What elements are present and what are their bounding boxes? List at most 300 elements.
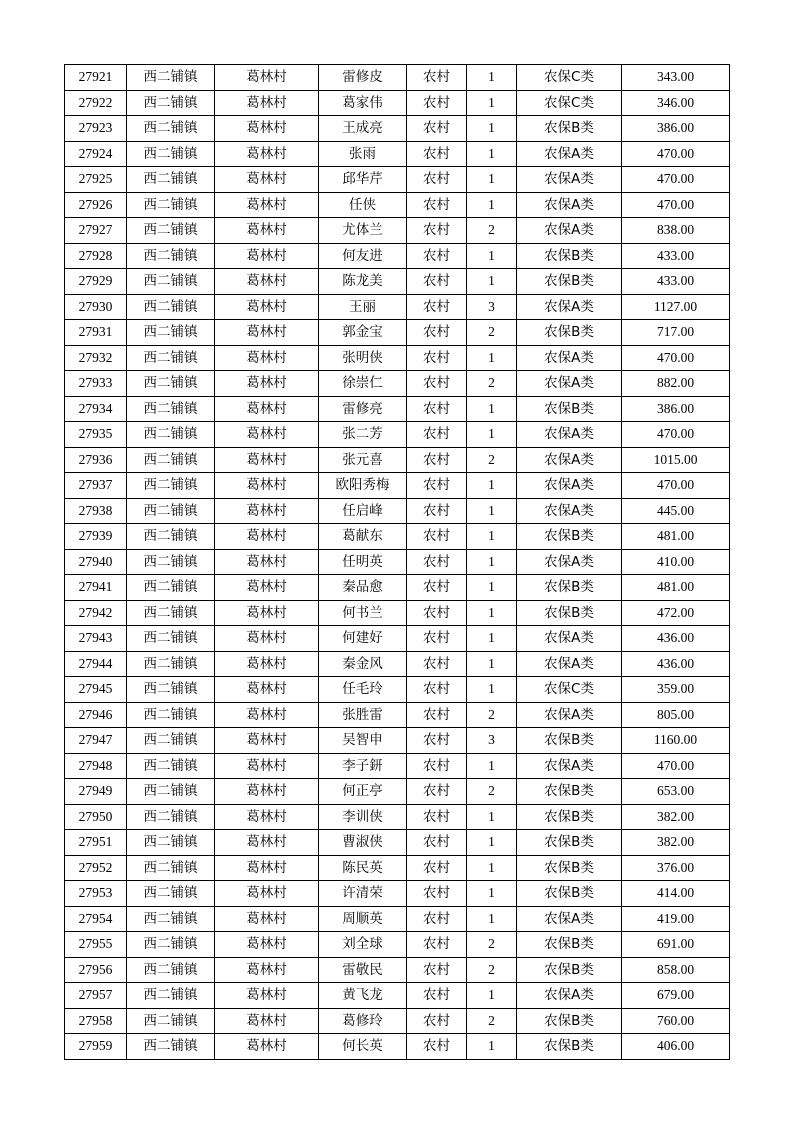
table-cell: 1 xyxy=(467,753,517,779)
table-cell: 470.00 xyxy=(622,422,730,448)
table-cell: 27947 xyxy=(65,728,127,754)
table-cell: 382.00 xyxy=(622,830,730,856)
table-cell: 472.00 xyxy=(622,600,730,626)
table-cell: 27954 xyxy=(65,906,127,932)
table-cell: 27946 xyxy=(65,702,127,728)
table-cell: 27936 xyxy=(65,447,127,473)
table-cell: 农村 xyxy=(407,473,467,499)
table-row xyxy=(65,218,730,244)
table-cell: 27956 xyxy=(65,957,127,983)
table-cell: 王丽 xyxy=(319,294,407,320)
table-cell: 西二铺镇 xyxy=(127,218,215,244)
table-row xyxy=(65,65,730,91)
table-cell: 葛林村 xyxy=(215,957,319,983)
table-cell: 何建好 xyxy=(319,626,407,652)
table-cell: 2 xyxy=(467,957,517,983)
table-cell: 838.00 xyxy=(622,218,730,244)
table-cell: 葛林村 xyxy=(215,804,319,830)
table-cell: 西二铺镇 xyxy=(127,804,215,830)
table-cell: 农保A类 xyxy=(517,626,622,652)
table-cell: 农村 xyxy=(407,243,467,269)
table-cell: 1 xyxy=(467,141,517,167)
table-cell: 1 xyxy=(467,192,517,218)
table-cell: 李子鈃 xyxy=(319,753,407,779)
table-row xyxy=(65,957,730,983)
table-cell: 1 xyxy=(467,575,517,601)
table-cell: 何书兰 xyxy=(319,600,407,626)
table-cell: 27952 xyxy=(65,855,127,881)
table-cell: 农保B类 xyxy=(517,1034,622,1060)
table-cell: 1 xyxy=(467,983,517,1009)
table-cell: 曹淑侠 xyxy=(319,830,407,856)
table-cell: 农村 xyxy=(407,753,467,779)
table-cell: 653.00 xyxy=(622,779,730,805)
table-row xyxy=(65,1034,730,1060)
table-cell: 农保A类 xyxy=(517,983,622,1009)
table-cell: 任毛玲 xyxy=(319,677,407,703)
table-cell: 406.00 xyxy=(622,1034,730,1060)
table-cell: 760.00 xyxy=(622,1008,730,1034)
table-cell: 1 xyxy=(467,549,517,575)
table-cell: 1 xyxy=(467,600,517,626)
table-row xyxy=(65,243,730,269)
table-cell: 西二铺镇 xyxy=(127,906,215,932)
table-cell: 1 xyxy=(467,881,517,907)
table-cell: 359.00 xyxy=(622,677,730,703)
table-cell: 农村 xyxy=(407,957,467,983)
table-body xyxy=(65,65,730,1060)
table-cell: 农保A类 xyxy=(517,498,622,524)
table-cell: 27935 xyxy=(65,422,127,448)
table-cell: 葛林村 xyxy=(215,422,319,448)
table-cell: 1160.00 xyxy=(622,728,730,754)
table-cell: 470.00 xyxy=(622,753,730,779)
table-cell: 414.00 xyxy=(622,881,730,907)
table-cell: 1 xyxy=(467,906,517,932)
table-cell: 周顺英 xyxy=(319,906,407,932)
table-cell: 1 xyxy=(467,651,517,677)
table-row xyxy=(65,728,730,754)
table-cell: 农村 xyxy=(407,371,467,397)
table-cell: 吴智申 xyxy=(319,728,407,754)
table-cell: 376.00 xyxy=(622,855,730,881)
table-cell: 农村 xyxy=(407,983,467,1009)
table-cell: 27941 xyxy=(65,575,127,601)
table-row xyxy=(65,677,730,703)
table-cell: 农村 xyxy=(407,396,467,422)
table-cell: 何长英 xyxy=(319,1034,407,1060)
table-cell: 农村 xyxy=(407,881,467,907)
table-cell: 882.00 xyxy=(622,371,730,397)
table-cell: 农保B类 xyxy=(517,779,622,805)
beneficiary-table xyxy=(64,64,730,1060)
table-cell: 西二铺镇 xyxy=(127,269,215,295)
table-cell: 农保B类 xyxy=(517,830,622,856)
table-cell: 秦品愈 xyxy=(319,575,407,601)
table-cell: 2 xyxy=(467,320,517,346)
table-cell: 农保B类 xyxy=(517,269,622,295)
table-cell: 葛林村 xyxy=(215,677,319,703)
table-cell: 27926 xyxy=(65,192,127,218)
table-cell: 西二铺镇 xyxy=(127,422,215,448)
table-cell: 1 xyxy=(467,396,517,422)
table-cell: 农村 xyxy=(407,702,467,728)
table-cell: 西二铺镇 xyxy=(127,141,215,167)
table-cell: 27943 xyxy=(65,626,127,652)
table-cell: 2 xyxy=(467,218,517,244)
table-cell: 27940 xyxy=(65,549,127,575)
table-cell: 27945 xyxy=(65,677,127,703)
table-cell: 西二铺镇 xyxy=(127,983,215,1009)
table-cell: 农保B类 xyxy=(517,855,622,881)
table-cell: 农保C类 xyxy=(517,65,622,91)
table-cell: 农村 xyxy=(407,549,467,575)
table-cell: 葛林村 xyxy=(215,600,319,626)
table-cell: 农保A类 xyxy=(517,167,622,193)
table-cell: 农村 xyxy=(407,779,467,805)
table-cell: 农保B类 xyxy=(517,881,622,907)
table-cell: 葛林村 xyxy=(215,141,319,167)
table-cell: 27922 xyxy=(65,90,127,116)
table-cell: 1 xyxy=(467,167,517,193)
table-row xyxy=(65,881,730,907)
table-cell: 717.00 xyxy=(622,320,730,346)
table-cell: 1 xyxy=(467,804,517,830)
table-row xyxy=(65,269,730,295)
table-cell: 西二铺镇 xyxy=(127,473,215,499)
table-cell: 农村 xyxy=(407,626,467,652)
table-cell: 1 xyxy=(467,269,517,295)
table-cell: 西二铺镇 xyxy=(127,371,215,397)
table-cell: 445.00 xyxy=(622,498,730,524)
table-cell: 陈龙美 xyxy=(319,269,407,295)
table-cell: 农保A类 xyxy=(517,141,622,167)
table-cell: 27938 xyxy=(65,498,127,524)
table-cell: 481.00 xyxy=(622,524,730,550)
table-cell: 葛林村 xyxy=(215,294,319,320)
table-cell: 27923 xyxy=(65,116,127,142)
table-cell: 葛林村 xyxy=(215,702,319,728)
table-row xyxy=(65,192,730,218)
table-cell: 西二铺镇 xyxy=(127,116,215,142)
table-row xyxy=(65,600,730,626)
table-cell: 农保A类 xyxy=(517,651,622,677)
table-cell: 王成亮 xyxy=(319,116,407,142)
table-cell: 葛修玲 xyxy=(319,1008,407,1034)
table-cell: 西二铺镇 xyxy=(127,932,215,958)
table-cell: 农村 xyxy=(407,600,467,626)
table-cell: 西二铺镇 xyxy=(127,1034,215,1060)
table-cell: 1 xyxy=(467,422,517,448)
table-cell: 葛林村 xyxy=(215,447,319,473)
table-cell: 邱华芹 xyxy=(319,167,407,193)
table-cell: 27957 xyxy=(65,983,127,1009)
table-cell: 西二铺镇 xyxy=(127,677,215,703)
table-row xyxy=(65,753,730,779)
table-row xyxy=(65,498,730,524)
table-cell: 西二铺镇 xyxy=(127,396,215,422)
table-cell: 葛林村 xyxy=(215,320,319,346)
table-cell: 农保B类 xyxy=(517,728,622,754)
table-row xyxy=(65,804,730,830)
table-cell: 农保B类 xyxy=(517,600,622,626)
table-cell: 农村 xyxy=(407,1034,467,1060)
table-cell: 葛林村 xyxy=(215,116,319,142)
table-cell: 481.00 xyxy=(622,575,730,601)
table-cell: 3 xyxy=(467,294,517,320)
table-cell: 西二铺镇 xyxy=(127,1008,215,1034)
table-cell: 农村 xyxy=(407,1008,467,1034)
table-cell: 农村 xyxy=(407,677,467,703)
table-cell: 农村 xyxy=(407,167,467,193)
table-cell: 805.00 xyxy=(622,702,730,728)
table-cell: 1 xyxy=(467,524,517,550)
table-cell: 27934 xyxy=(65,396,127,422)
table-cell: 1 xyxy=(467,1034,517,1060)
table-cell: 1 xyxy=(467,473,517,499)
table-cell: 农村 xyxy=(407,141,467,167)
table-cell: 470.00 xyxy=(622,167,730,193)
table-cell: 27950 xyxy=(65,804,127,830)
table-cell: 西二铺镇 xyxy=(127,243,215,269)
table-cell: 西二铺镇 xyxy=(127,447,215,473)
table-cell: 陈民英 xyxy=(319,855,407,881)
table-row xyxy=(65,1008,730,1034)
table-cell: 葛林村 xyxy=(215,881,319,907)
table-cell: 西二铺镇 xyxy=(127,345,215,371)
table-cell: 任启峰 xyxy=(319,498,407,524)
table-cell: 1 xyxy=(467,345,517,371)
table-row xyxy=(65,626,730,652)
table-cell: 27929 xyxy=(65,269,127,295)
table-cell: 农保B类 xyxy=(517,932,622,958)
table-cell: 西二铺镇 xyxy=(127,753,215,779)
table-cell: 西二铺镇 xyxy=(127,65,215,91)
table-cell: 西二铺镇 xyxy=(127,881,215,907)
table-cell: 农村 xyxy=(407,651,467,677)
table-cell: 李训侠 xyxy=(319,804,407,830)
table-row xyxy=(65,524,730,550)
table-cell: 419.00 xyxy=(622,906,730,932)
table-cell: 1 xyxy=(467,65,517,91)
table-cell: 葛林村 xyxy=(215,932,319,958)
table-cell: 农村 xyxy=(407,269,467,295)
table-cell: 雷修皮 xyxy=(319,65,407,91)
table-row xyxy=(65,932,730,958)
table-cell: 郭金宝 xyxy=(319,320,407,346)
table-cell: 27921 xyxy=(65,65,127,91)
table-row xyxy=(65,294,730,320)
table-cell: 农村 xyxy=(407,830,467,856)
table-cell: 葛献东 xyxy=(319,524,407,550)
table-cell: 西二铺镇 xyxy=(127,626,215,652)
table-cell: 西二铺镇 xyxy=(127,524,215,550)
table-cell: 农村 xyxy=(407,192,467,218)
table-cell: 农村 xyxy=(407,345,467,371)
table-cell: 农保B类 xyxy=(517,804,622,830)
table-cell: 葛林村 xyxy=(215,906,319,932)
table-cell: 葛林村 xyxy=(215,218,319,244)
table-cell: 2 xyxy=(467,447,517,473)
table-cell: 农保C类 xyxy=(517,90,622,116)
table-cell: 葛林村 xyxy=(215,167,319,193)
table-cell: 何正亭 xyxy=(319,779,407,805)
table-cell: 1 xyxy=(467,626,517,652)
table-cell: 农保A类 xyxy=(517,422,622,448)
table-cell: 1 xyxy=(467,90,517,116)
table-cell: 470.00 xyxy=(622,192,730,218)
table-cell: 27930 xyxy=(65,294,127,320)
table-cell: 农村 xyxy=(407,498,467,524)
table-cell: 农保A类 xyxy=(517,371,622,397)
table-cell: 433.00 xyxy=(622,269,730,295)
table-row xyxy=(65,345,730,371)
table-cell: 葛林村 xyxy=(215,728,319,754)
table-cell: 679.00 xyxy=(622,983,730,1009)
table-cell: 2 xyxy=(467,371,517,397)
table-cell: 3 xyxy=(467,728,517,754)
table-cell: 葛林村 xyxy=(215,830,319,856)
table-cell: 农保B类 xyxy=(517,524,622,550)
table-cell: 农保B类 xyxy=(517,320,622,346)
table-cell: 1 xyxy=(467,830,517,856)
table-cell: 470.00 xyxy=(622,141,730,167)
table-cell: 任明英 xyxy=(319,549,407,575)
table-row xyxy=(65,320,730,346)
table-cell: 葛林村 xyxy=(215,243,319,269)
table-cell: 农保A类 xyxy=(517,447,622,473)
table-cell: 27948 xyxy=(65,753,127,779)
table-cell: 西二铺镇 xyxy=(127,320,215,346)
table-cell: 农村 xyxy=(407,320,467,346)
table-cell: 1 xyxy=(467,498,517,524)
table-cell: 西二铺镇 xyxy=(127,779,215,805)
table-cell: 雷敬民 xyxy=(319,957,407,983)
table-cell: 27925 xyxy=(65,167,127,193)
table-cell: 何友进 xyxy=(319,243,407,269)
table-cell: 27932 xyxy=(65,345,127,371)
table-cell: 470.00 xyxy=(622,473,730,499)
table-cell: 葛林村 xyxy=(215,65,319,91)
table-cell: 27931 xyxy=(65,320,127,346)
table-cell: 葛林村 xyxy=(215,396,319,422)
table-cell: 1 xyxy=(467,677,517,703)
table-cell: 葛林村 xyxy=(215,192,319,218)
table-cell: 433.00 xyxy=(622,243,730,269)
table-cell: 葛林村 xyxy=(215,575,319,601)
table-cell: 农村 xyxy=(407,906,467,932)
table-cell: 27944 xyxy=(65,651,127,677)
table-cell: 葛林村 xyxy=(215,345,319,371)
table-cell: 张胜雷 xyxy=(319,702,407,728)
table-row xyxy=(65,855,730,881)
table-cell: 黄飞龙 xyxy=(319,983,407,1009)
table-row xyxy=(65,167,730,193)
table-row xyxy=(65,90,730,116)
table-cell: 西二铺镇 xyxy=(127,702,215,728)
table-cell: 410.00 xyxy=(622,549,730,575)
table-row xyxy=(65,371,730,397)
table-cell: 任侠 xyxy=(319,192,407,218)
table-row xyxy=(65,422,730,448)
table-cell: 386.00 xyxy=(622,396,730,422)
table-cell: 691.00 xyxy=(622,932,730,958)
table-cell: 西二铺镇 xyxy=(127,294,215,320)
table-cell: 农保A类 xyxy=(517,345,622,371)
table-cell: 27959 xyxy=(65,1034,127,1060)
table-cell: 1 xyxy=(467,116,517,142)
table-cell: 西二铺镇 xyxy=(127,167,215,193)
table-cell: 葛林村 xyxy=(215,651,319,677)
table-cell: 葛林村 xyxy=(215,371,319,397)
table-cell: 858.00 xyxy=(622,957,730,983)
table-cell: 农保A类 xyxy=(517,753,622,779)
table-row xyxy=(65,549,730,575)
table-cell: 27955 xyxy=(65,932,127,958)
table-cell: 27927 xyxy=(65,218,127,244)
table-cell: 农村 xyxy=(407,447,467,473)
table-row xyxy=(65,830,730,856)
table-cell: 西二铺镇 xyxy=(127,728,215,754)
table-cell: 葛林村 xyxy=(215,626,319,652)
table-cell: 1015.00 xyxy=(622,447,730,473)
table-cell: 1 xyxy=(467,855,517,881)
table-cell: 农保A类 xyxy=(517,192,622,218)
table-cell: 343.00 xyxy=(622,65,730,91)
table-cell: 西二铺镇 xyxy=(127,855,215,881)
table-cell: 农保A类 xyxy=(517,906,622,932)
table-cell: 葛林村 xyxy=(215,498,319,524)
table-cell: 西二铺镇 xyxy=(127,549,215,575)
table-cell: 西二铺镇 xyxy=(127,575,215,601)
table-cell: 西二铺镇 xyxy=(127,498,215,524)
table-cell: 张雨 xyxy=(319,141,407,167)
table-cell: 27939 xyxy=(65,524,127,550)
table-cell: 尤体兰 xyxy=(319,218,407,244)
table-cell: 农保B类 xyxy=(517,957,622,983)
table-cell: 346.00 xyxy=(622,90,730,116)
table-cell: 农保A类 xyxy=(517,294,622,320)
table-cell: 葛林村 xyxy=(215,524,319,550)
table-cell: 葛林村 xyxy=(215,753,319,779)
table-cell: 农保A类 xyxy=(517,702,622,728)
table-row xyxy=(65,651,730,677)
table-cell: 农保B类 xyxy=(517,1008,622,1034)
table-cell: 西二铺镇 xyxy=(127,90,215,116)
table-cell: 27949 xyxy=(65,779,127,805)
table-cell: 刘全球 xyxy=(319,932,407,958)
table-cell: 农村 xyxy=(407,65,467,91)
table-cell: 农村 xyxy=(407,804,467,830)
table-cell: 1 xyxy=(467,243,517,269)
table-cell: 27942 xyxy=(65,600,127,626)
table-cell: 雷修亮 xyxy=(319,396,407,422)
table-row xyxy=(65,575,730,601)
table-row xyxy=(65,116,730,142)
table-row xyxy=(65,473,730,499)
table-cell: 农村 xyxy=(407,932,467,958)
table-cell: 1127.00 xyxy=(622,294,730,320)
table-cell: 农村 xyxy=(407,422,467,448)
table-cell: 张二芳 xyxy=(319,422,407,448)
table-cell: 27951 xyxy=(65,830,127,856)
table-cell: 27937 xyxy=(65,473,127,499)
table-cell: 张明侠 xyxy=(319,345,407,371)
table-cell: 2 xyxy=(467,702,517,728)
table-cell: 2 xyxy=(467,779,517,805)
table-row xyxy=(65,702,730,728)
table-cell: 农保B类 xyxy=(517,575,622,601)
